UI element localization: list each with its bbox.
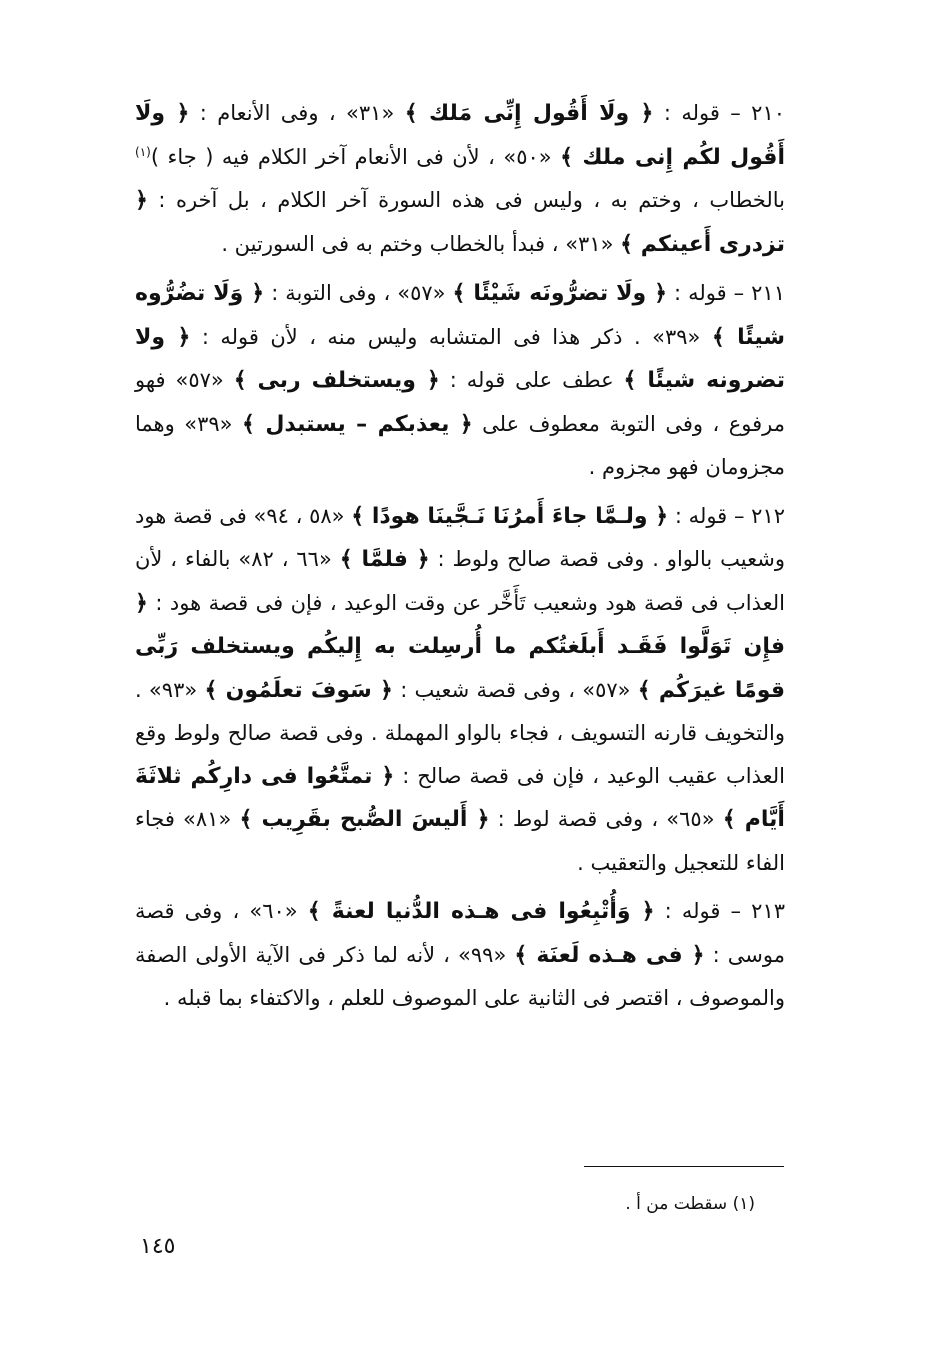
text-run: ٢١٠ – قوله :	[653, 101, 786, 125]
quran-quote: ﴿ يعذبكم – يستبدل ﴾	[241, 411, 473, 437]
text-run: «٦٦ ، ٨٢» بالفاء ، لأن العذاب فى قصة هود وشعيب تَأَخَّر عن وقت الوعيد ، فإن فى قصة هود :	[135, 547, 785, 615]
text-run: «٥٧» ، وفى قصة شعيب :	[392, 677, 638, 702]
quran-quote: ﴿ ولـمَّا جاءَ أَمرُنَا نَـجَّينَا هودًا ﴾	[351, 503, 669, 529]
text-run: «٥٧» ، وفى التوبة :	[264, 281, 453, 305]
text-run: ٢١٣ – قوله :	[654, 899, 786, 923]
text-run: «٥٨ ، ٩٤» فى قصة هود وشعيب بالواو . وفى قصة صالح ولوط :	[135, 503, 785, 571]
quran-quote: ﴿ وَأُتْبِعُوا فى هـذه الدُّنيا لعنةً ﴾	[307, 899, 655, 924]
text-run: «٣١» ، فبدأ بالخطاب وختم به فى السورتين .	[221, 231, 621, 256]
page-body	[135, 92, 785, 1020]
paragraph	[135, 92, 785, 266]
quran-quote: ﴿ ويستخلف ربى ﴾	[233, 368, 440, 393]
text-run: «٦٠» ، وفى قصة موسى :	[135, 899, 785, 967]
text-run: «٨١» فجاء الفاء للتعجيل والتعقيب .	[135, 807, 785, 875]
paragraphs	[135, 92, 785, 1020]
text-run: ٢١٢ – قوله :	[668, 503, 786, 528]
footnote-divider	[584, 1166, 784, 1167]
footnote: (١) سقطت من أ .	[625, 1194, 755, 1214]
text-run: «٥٧» فهو مرفوع ، وفى التوبة معطوف على	[135, 368, 785, 436]
quran-quote: ﴿ ولَا أَقُول إِنِّى مَلك ﴾	[404, 101, 654, 126]
text-run: بالخطاب ، وختم به ، وليس فى هذه السورة آخر الكلام ، بل آخره :	[147, 188, 785, 212]
text-run: «٣٩» . ذكر هذا فى المتشابه وليس منه ، لأن قوله :	[190, 324, 712, 349]
text-run: «٥٠» ، لأن فى الأنعام آخر الكلام فيه ( جاء )	[150, 144, 561, 169]
page-number: ١٤٥	[140, 1234, 176, 1259]
quran-quote: ﴿ فإِن تَوَلَّوا فَقَـد أَبلَغتُكم ما أُرسِلت به إِليكُم ويستخلف رَبِّى قومًا غيرَكُم ﴾	[135, 590, 785, 703]
quran-quote: ﴿ أَليسَ الصُّبح بقَرِيب ﴾	[239, 807, 490, 832]
quran-quote: ﴿ تزدرى أَعينكم ﴾	[135, 188, 785, 257]
text-run: «٩٩» ، لأنه لما ذكر فى الآية الأولى الصفة والموصوف ، اقتصر فى الثانية على الموصوف للعلم ، والاكتفاء بما قبله .	[135, 942, 785, 1010]
quran-quote: ﴿ فى هـذه لَعنَة ﴾	[514, 942, 705, 968]
quran-quote: ﴿ ولَا أَقُول لكُم إِنى ملك ﴾	[135, 101, 785, 170]
paragraph	[135, 272, 785, 489]
text-run: «٩٣» . والتخويف قارنه التسويف ، فجاء بالواو المهملة . وفى قصة صالح ولوط وقع العذاب عقيب الوعيد ، فإن فى قصة صالح :	[135, 677, 785, 788]
paragraph	[135, 495, 785, 885]
text-run: ٢١١ – قوله :	[667, 281, 785, 305]
quran-quote: ﴿ فلمَّا ﴾	[339, 547, 430, 572]
text-run: «٣٩» وهما مجزومان فهو مجزوم .	[135, 411, 785, 479]
text-run: عطف على قوله :	[439, 368, 624, 392]
quran-quote: ﴿ وَلَا تضُرُّوه شيئًا ﴾	[135, 281, 786, 350]
quran-quote: ﴿ تمتَّعُوا فى دارِكُم ثلاثَةَ أَيَّام ﴾	[135, 763, 785, 832]
paragraph	[135, 890, 785, 1020]
text-run: «٦٥» ، وفى قصة لوط :	[489, 807, 723, 831]
quran-quote: ﴿ ولَا تضرُّونَه شَيْئًا ﴾	[452, 281, 668, 306]
footnote-ref: (١)	[135, 144, 151, 159]
quran-quote: ﴿ سَوفَ تعلَمُون ﴾	[204, 677, 393, 703]
quran-quote: ﴿ ولا تضرونه شيئًا ﴾	[135, 324, 786, 393]
text-run: «٣١» ، وفى الأنعام :	[189, 101, 405, 125]
